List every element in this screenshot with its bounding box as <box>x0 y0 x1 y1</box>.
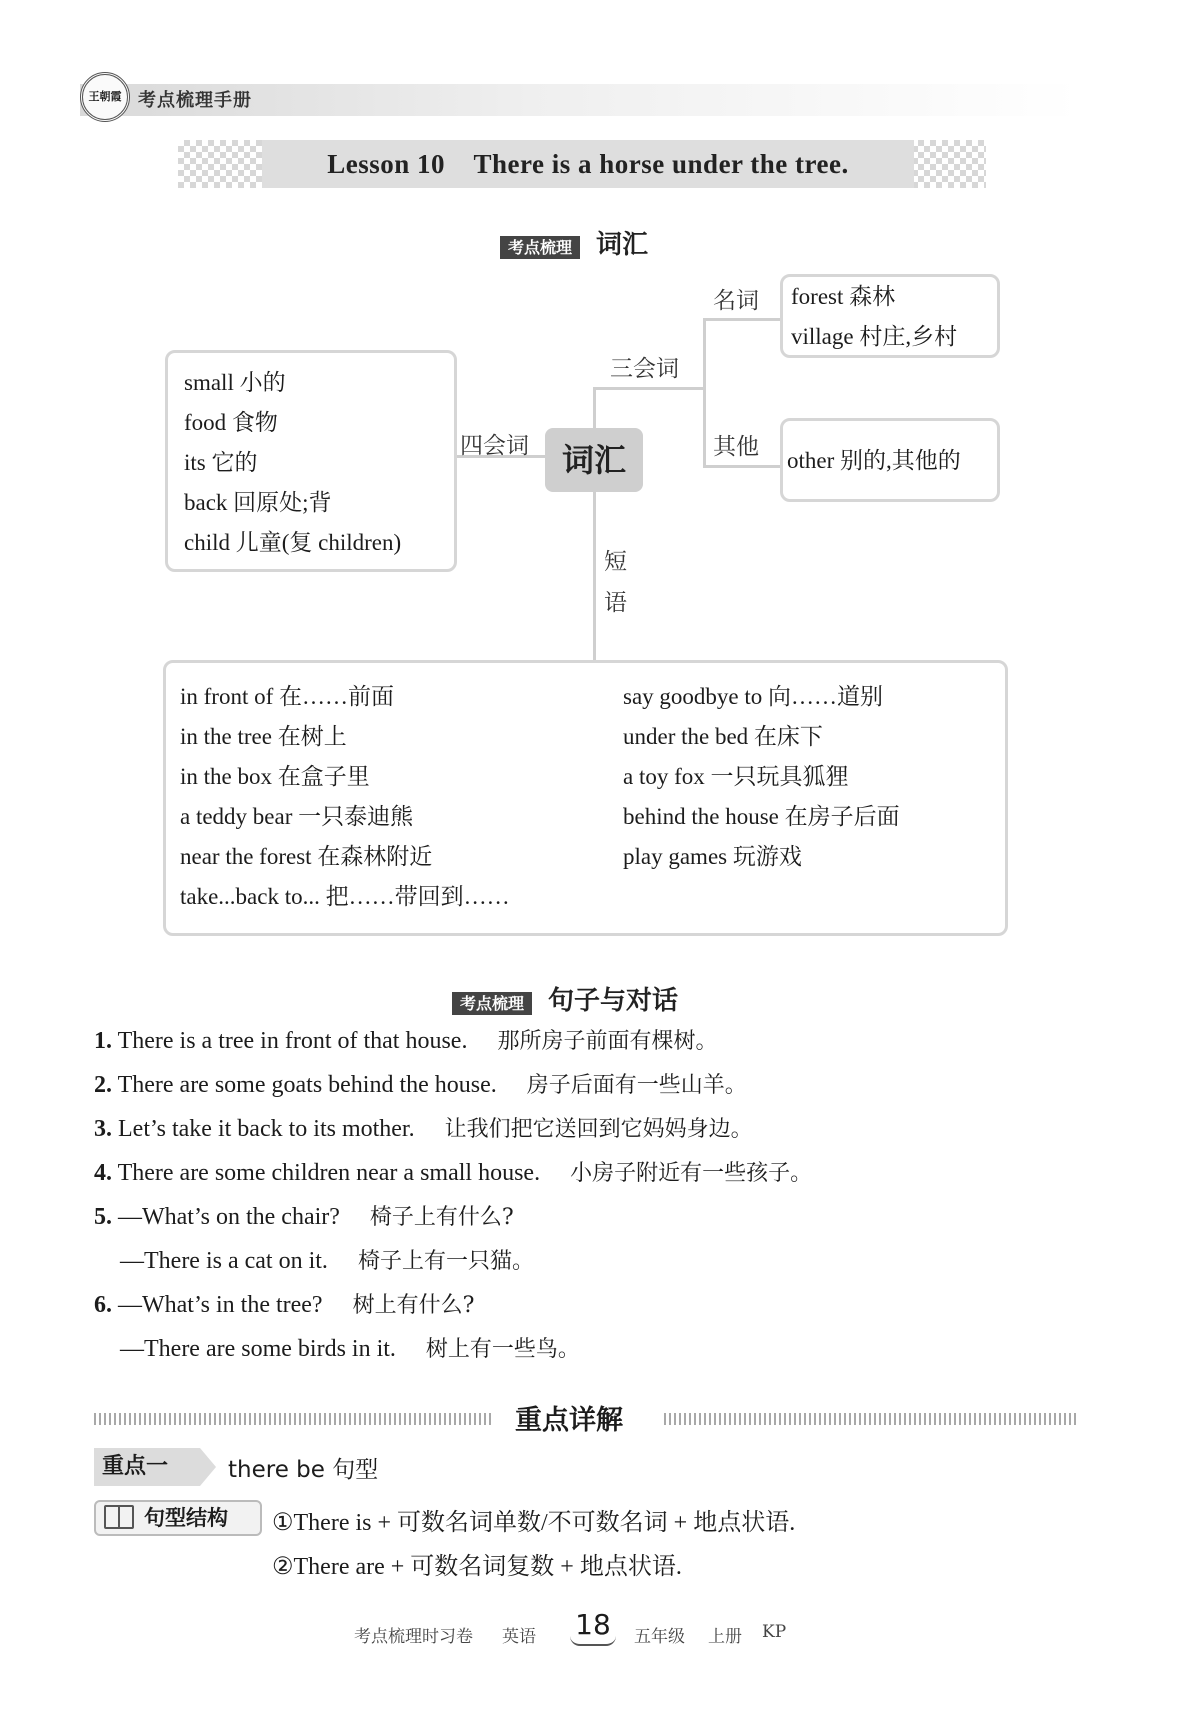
connector-three-skill <box>593 387 703 390</box>
sentence-en: —What’s in the tree? <box>118 1292 323 1318</box>
three-skill-label: 三会词 <box>610 356 679 382</box>
phrase-item: in the box 在盒子里 <box>180 764 370 789</box>
section-tag: 考点梳理 <box>500 236 580 259</box>
sentence-item <box>94 1200 514 1231</box>
phrase-item: a toy fox 一只玩具狐狸 <box>623 764 849 789</box>
phrase-item: in front of 在……前面 <box>180 684 395 709</box>
four-skill-label: 四会词 <box>460 433 529 459</box>
word-item: child 儿童(复 children) <box>184 530 402 555</box>
page-number: 18 <box>570 1608 616 1646</box>
sentence-en: There are some children near a small house. <box>117 1160 541 1186</box>
other-box <box>780 418 1000 502</box>
word-item: back 回原处;背 <box>184 490 332 515</box>
footer-subject: 英语 <box>502 1627 536 1647</box>
phrase-item: behind the house 在房子后面 <box>623 804 900 829</box>
keypoint-title: 重点详解 <box>515 1405 623 1436</box>
sentence-cn: 椅子上有一只猫。 <box>357 1249 534 1274</box>
sentence-item <box>94 1156 812 1187</box>
connector-noun <box>703 318 783 321</box>
keypoint-text: there be 句型 <box>228 1457 379 1483</box>
sentence-cn: 椅子上有什么? <box>369 1205 514 1230</box>
vocab-section-heading <box>500 224 648 261</box>
phrase-item: a teddy bear 一只泰迪熊 <box>180 804 414 829</box>
sentence-number: 3. <box>94 1116 112 1142</box>
word-item: food 食物 <box>184 410 278 435</box>
book-icon <box>104 1505 134 1529</box>
sentence-number: 2. <box>94 1072 112 1098</box>
phrase-item: play games 玩游戏 <box>623 844 802 869</box>
lesson-title: Lesson 10 There is a horse under the tree. <box>262 140 914 188</box>
phrase-label-1: 短 <box>604 549 627 575</box>
sentence-number: 4. <box>94 1160 112 1186</box>
sentence-cn: 房子后面有一些山羊。 <box>526 1073 747 1098</box>
word-item: forest 森林 <box>791 284 896 309</box>
footer-volume: 上册 <box>708 1627 742 1647</box>
word-item: other 别的,其他的 <box>787 448 961 473</box>
sentence-cn: 树上有一些鸟。 <box>425 1337 580 1362</box>
sentence-cn: 小房子附近有一些孩子。 <box>570 1161 813 1186</box>
phrase-item: take...back to... 把……带回到…… <box>180 884 510 909</box>
divider-left <box>94 1413 494 1425</box>
sentence-en: —What’s on the chair? <box>118 1204 340 1230</box>
sentence-cn: 那所房子前面有棵树。 <box>497 1029 718 1054</box>
sentence-item <box>94 1024 717 1055</box>
phrase-label-2: 语 <box>604 590 627 616</box>
structure-label: 句型结构 <box>94 1500 262 1536</box>
footer-edition: KP <box>762 1622 787 1642</box>
word-item: small 小的 <box>184 370 286 395</box>
sentence-number: 6. <box>94 1292 112 1318</box>
word-item: village 村庄,乡村 <box>791 324 958 349</box>
sentence-section-heading <box>452 980 678 1017</box>
sentence-number: 1. <box>94 1028 112 1054</box>
section-title: 词汇 <box>596 230 649 260</box>
phrases-right-list <box>623 677 900 877</box>
footer-grade: 五年级 <box>634 1627 685 1647</box>
sentence-cn: 树上有什么? <box>352 1293 475 1318</box>
banner-decoration-left <box>178 140 264 188</box>
formula-2: ②There are + 可数名词复数 + 地点状语. <box>272 1554 682 1580</box>
sentence-en: There is a tree in front of that house. <box>117 1028 468 1054</box>
word-item: its 它的 <box>184 450 258 475</box>
sentence-en: —There is a cat on it. <box>120 1248 328 1274</box>
phrases-box <box>163 660 1008 936</box>
connector-other <box>703 465 783 468</box>
four-skill-list <box>184 363 401 563</box>
sentence-item <box>94 1112 753 1143</box>
phrase-item: under the bed 在床下 <box>623 724 823 749</box>
sentence-en: —There are some birds in it. <box>120 1336 396 1362</box>
sentence-item <box>120 1244 534 1275</box>
connector-three-branch <box>703 318 706 466</box>
keypoint-label: 重点一 <box>94 1448 200 1486</box>
publisher-logo: 王朝霞 <box>80 72 130 122</box>
footer-series: 考点梳理时习卷 <box>354 1627 473 1647</box>
keypoint-arrow-icon <box>200 1448 216 1486</box>
noun-list <box>791 277 957 357</box>
connector-phrases <box>593 490 596 662</box>
sentence-cn: 让我们把它送回到它妈妈身边。 <box>444 1117 753 1142</box>
four-skill-box <box>165 350 457 572</box>
sentence-item <box>94 1068 747 1099</box>
other-label: 其他 <box>713 434 759 460</box>
sentence-item <box>94 1288 474 1319</box>
sentence-number: 5. <box>94 1204 112 1230</box>
connector-up <box>593 387 596 431</box>
handbook-title: 考点梳理手册 <box>138 90 252 111</box>
divider-right <box>664 1413 1076 1425</box>
phrases-left-list <box>180 677 510 917</box>
section-title: 句子与对话 <box>548 986 679 1016</box>
phrase-item: in the tree 在树上 <box>180 724 347 749</box>
sentence-en: Let’s take it back to its mother. <box>118 1116 415 1142</box>
phrase-item: near the forest 在森林附近 <box>180 844 433 869</box>
formula-1: ①There is + 可数名词单数/不可数名词 + 地点状语. <box>272 1510 796 1536</box>
sentence-item <box>120 1332 580 1363</box>
noun-label: 名词 <box>713 288 759 314</box>
noun-box <box>780 274 1000 358</box>
other-list <box>787 441 961 481</box>
section-tag: 考点梳理 <box>452 992 532 1015</box>
mindmap-center: 词汇 <box>545 428 643 492</box>
phrase-item: say goodbye to 向……道别 <box>623 684 884 709</box>
sentence-en: There are some goats behind the house. <box>117 1072 497 1098</box>
